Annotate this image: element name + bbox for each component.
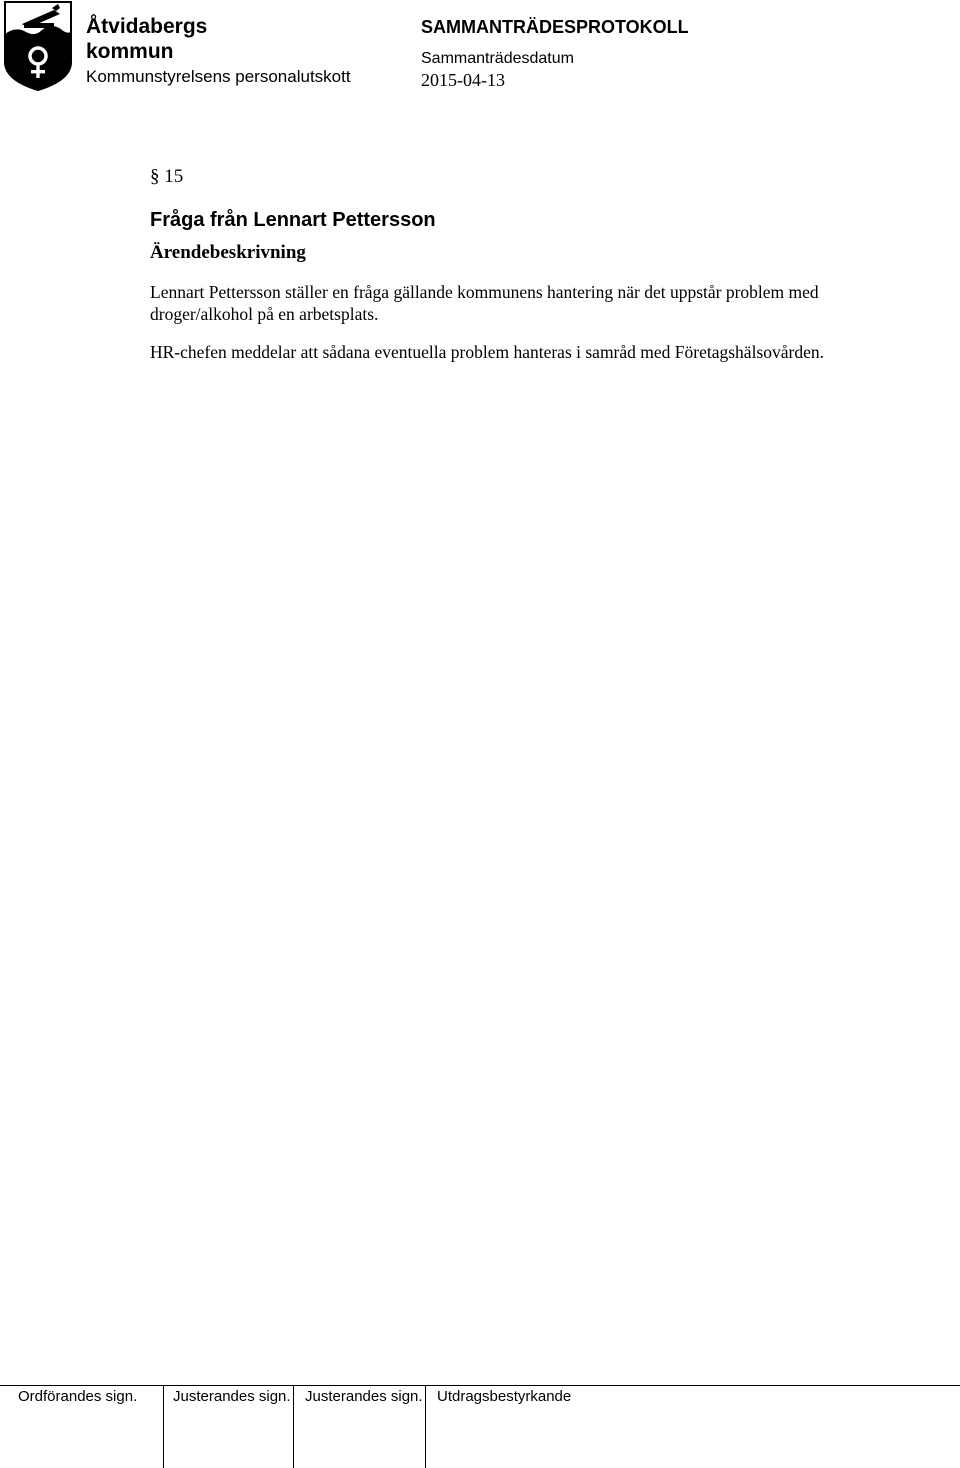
body-paragraph-1: Lennart Pettersson ställer en fråga gällande kommunens hantering när det uppstår problem med droger/alkohol på en arbetsplats. <box>150 282 819 324</box>
adjuster-signature-cell-1: Justerandes sign. <box>163 1386 293 1468</box>
adjuster-signature-cell-2: Justerandes sign. <box>293 1386 425 1468</box>
paragraph-number: § 15 <box>150 166 184 187</box>
certification-cell: Utdragsbestyrkande <box>425 1386 960 1468</box>
municipality-name-line2: kommun <box>86 40 174 63</box>
meeting-date-label: Sammanträdesdatum <box>421 50 574 67</box>
chair-signature-cell: Ordförandes sign. <box>18 1388 138 1405</box>
section-heading: Ärendebeskrivning <box>150 242 306 263</box>
body-paragraph-2: HR-chefen meddelar att sådana eventuella problem hanteras i samråd med Företagshälsovården. <box>150 342 824 362</box>
signature-footer <box>0 1385 960 1468</box>
municipality-name-line1: Åtvidabergs <box>86 15 208 38</box>
item-title: Fråga från Lennart Pettersson <box>150 209 436 231</box>
meeting-date-value: 2015-04-13 <box>421 70 505 90</box>
committee-name: Kommunstyrelsens personalutskott <box>86 67 351 86</box>
municipality-name <box>86 14 207 64</box>
municipality-crest-logo <box>2 0 74 92</box>
document-type: SAMMANTRÄDESPROTOKOLL <box>421 17 689 37</box>
coat-of-arms-icon <box>2 0 74 92</box>
minutes-content <box>150 165 930 379</box>
